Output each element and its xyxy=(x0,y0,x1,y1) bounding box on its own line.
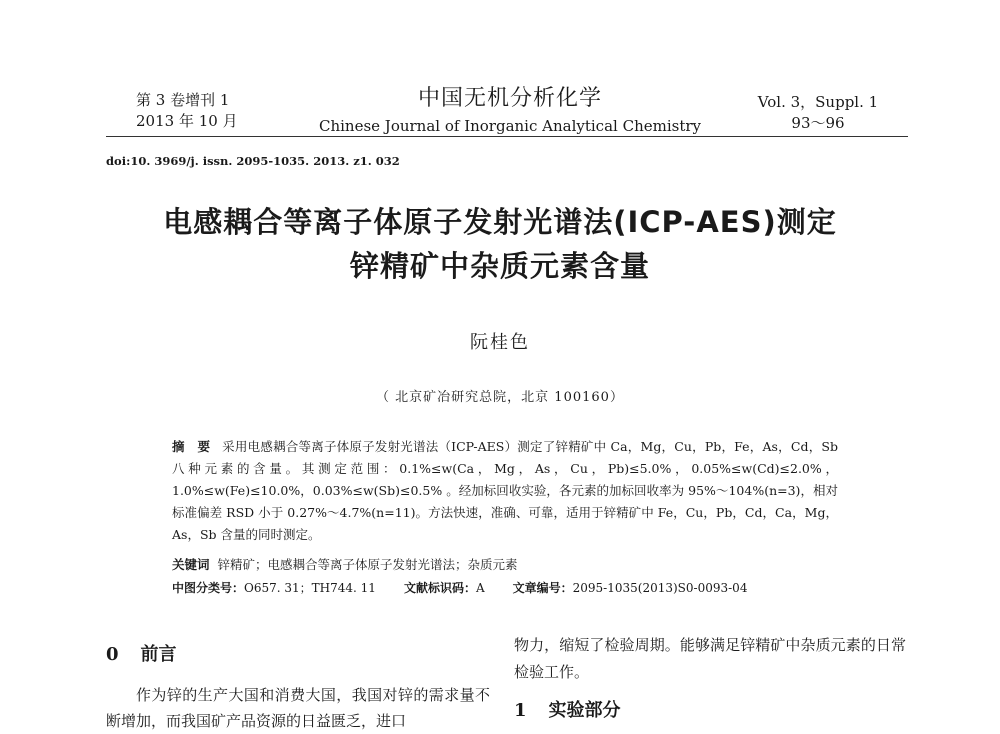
clc-value: O657. 31；TH744. 11 xyxy=(244,581,376,595)
doc-code-label: 文献标识码： xyxy=(403,581,476,595)
journal-title-cn: 中国无机分析化学 xyxy=(417,86,602,111)
journal-title-en: Chinese Journal of Inorganic Analytical Chemistry xyxy=(318,117,702,135)
header-volume-en-block xyxy=(748,92,888,134)
keywords xyxy=(172,554,838,576)
section-title: 实验部分 xyxy=(548,700,621,721)
volume-issue: 第 3 卷增刊 1 xyxy=(136,91,230,109)
journal-name-block xyxy=(300,86,720,136)
abstract xyxy=(172,436,838,546)
article-number-label: 文章编号： xyxy=(512,581,573,595)
clc-label: 中图分类号： xyxy=(172,581,245,595)
page-range: 93～96 xyxy=(791,114,845,132)
doi-line: doi:10. 3969/j. issn. 2095-1035. 2013. z1. 032 xyxy=(106,154,400,168)
author: 阮桂色 xyxy=(470,332,530,353)
section-heading-experimental xyxy=(514,696,621,722)
keywords-label: 关键词 xyxy=(172,557,210,572)
doc-code-value: A xyxy=(475,581,485,595)
affiliation: （ 北京矿冶研究总院，北京 100160） xyxy=(376,390,624,405)
section-heading-introduction xyxy=(106,640,177,666)
title-line-1: 电感耦合等离子体原子发射光谱法(ICP-AES)测定 xyxy=(163,205,837,239)
section-title: 前言 xyxy=(140,644,177,665)
section-number: 0 xyxy=(106,644,119,665)
header-divider xyxy=(106,136,908,137)
section-number: 1 xyxy=(514,700,527,721)
volume-en: Vol. 3，Suppl. 1 xyxy=(757,93,879,111)
article-number-value: 2095-1035(2013)S0-0093-04 xyxy=(572,581,748,595)
classification-line xyxy=(172,578,872,598)
right-column-paragraph: 物力，缩短了检验周期。能够满足锌精矿中杂质元素的日常检验工作。 xyxy=(514,636,906,681)
abstract-text: 采用电感耦合等离子体原子发射光谱法（ICP-AES）测定了锌精矿中 Ca，Mg，Cu，Pb，Fe，As，Cd，Sb 八种元素的含量。其测定范围：0.1%≤w(Ca，Mg，As，Cu，Pb)≤5.0%，0.05%≤w(Cd)≤2.0%，1.0%≤w(Fe)≤10.0%，0.03%≤w(Sb)≤0.5% 。经加标回收实验，各元素的加标回收率为 95%～104%(n=3)，相对标准偏差 RSD 小于 0.27%～4.7%(n=11)。方法快速，准确、可靠，适用于锌精矿中 Fe，Cu，Pb，Cd，Ca，Mg，As，Sb 含量的同时测定。 xyxy=(172,439,838,542)
title-line-2: 锌精矿中杂质元素含量 xyxy=(349,249,650,283)
publication-date: 2013 年 10 月 xyxy=(136,112,238,130)
abstract-label: 摘 要 xyxy=(172,439,211,454)
keywords-text: 锌精矿；电感耦合等离子体原子发射光谱法；杂质元素 xyxy=(217,557,518,572)
header-volume-block xyxy=(136,90,238,132)
article-title xyxy=(100,200,900,288)
intro-paragraph: 作为锌的生产大国和消费大国，我国对锌的需求量不断增加，而我国矿产品资源的日益匮乏，进口 xyxy=(106,686,490,730)
